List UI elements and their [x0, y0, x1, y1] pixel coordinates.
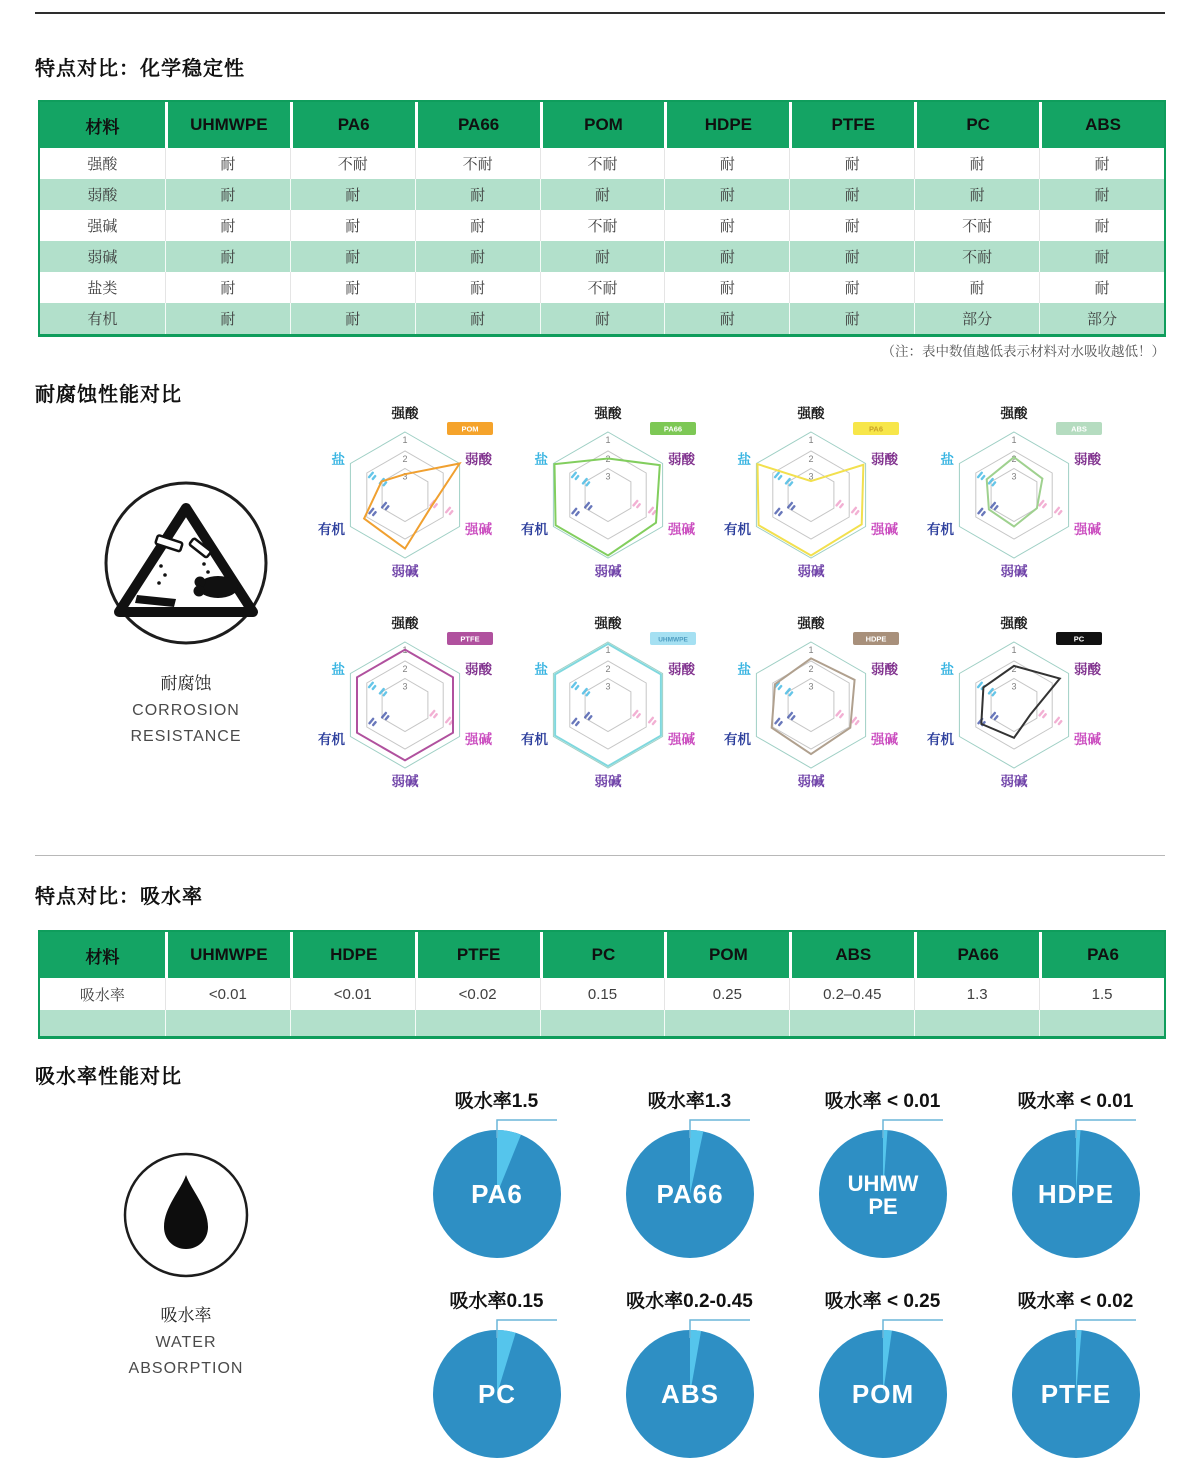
- svg-text:3: 3: [402, 471, 408, 482]
- value-cell: 0.25: [664, 978, 789, 1010]
- radar-axis-label: 弱碱: [797, 774, 825, 789]
- value-cell: [415, 1010, 540, 1036]
- table-grid: [40, 932, 1164, 1036]
- radar-svg-ptfe: [307, 602, 510, 812]
- radar-axis-label: 强碱: [465, 732, 492, 747]
- value-cell: [789, 1010, 914, 1036]
- radar-axis-label: 强酸: [594, 616, 622, 631]
- column-header: PA66: [914, 932, 1039, 978]
- pie-svg-ptfe: [979, 1308, 1172, 1479]
- value-cell: 耐: [664, 241, 789, 272]
- pie-value-label: 吸水率 < 0.25: [824, 1291, 941, 1312]
- table-grid: [40, 102, 1164, 334]
- pie-svg-abs: [593, 1308, 786, 1479]
- water-caption-en1: WATER: [155, 1334, 217, 1351]
- value-cell: 耐: [789, 303, 914, 334]
- value-cell: 耐: [789, 210, 914, 241]
- pie-name-label: HDPE: [1037, 1179, 1115, 1209]
- radar-axis-label: 强酸: [797, 616, 825, 631]
- svg-text:PA66: PA66: [663, 424, 683, 434]
- radar-axis-label: 弱酸: [668, 662, 695, 677]
- value-cell: [540, 1010, 665, 1036]
- svg-text:1: 1: [605, 645, 611, 655]
- pie-name-label: ABS: [661, 1379, 719, 1409]
- pie-value-label: 吸水率 < 0.01: [824, 1091, 941, 1112]
- svg-text:UHMWPE: UHMWPE: [658, 636, 688, 644]
- pie-name-label: POM: [851, 1379, 915, 1409]
- radar-series: [555, 644, 661, 766]
- svg-text:PA6: PA6: [868, 424, 884, 434]
- radar-axis-label: 盐: [534, 452, 548, 467]
- pie-value-label: 吸水率0.15: [449, 1291, 544, 1312]
- value-cell: 耐: [914, 272, 1039, 303]
- row-label-cell: 盐类: [40, 272, 165, 303]
- value-cell: [664, 1010, 789, 1036]
- radar-axis-label: 强碱: [465, 522, 492, 537]
- radar-axis-label: 弱酸: [1074, 662, 1101, 677]
- svg-text:1: 1: [1011, 645, 1017, 655]
- svg-text:2: 2: [808, 453, 814, 464]
- svg-text:2: 2: [1011, 663, 1017, 674]
- value-cell: <0.01: [290, 978, 415, 1010]
- radar-axis-label: 弱碱: [391, 564, 419, 579]
- svg-text:2: 2: [402, 453, 408, 464]
- value-cell: 耐: [664, 179, 789, 210]
- pie-svg-pa6: [400, 1108, 593, 1280]
- svg-text:3: 3: [605, 681, 611, 692]
- radar-chart-abs: [916, 392, 1119, 602]
- value-cell: 耐: [540, 241, 665, 272]
- column-header-material: 材料: [40, 932, 165, 978]
- column-header: ABS: [1039, 102, 1164, 148]
- column-header: HDPE: [290, 932, 415, 978]
- value-cell: 耐: [1039, 272, 1164, 303]
- water-block: [110, 1150, 262, 1378]
- radar-chart-pom: [307, 392, 510, 602]
- pie-svg-uhmwpe: [786, 1108, 979, 1280]
- radar-svg-pc: [916, 602, 1119, 812]
- corrosion-caption-cn: 耐腐蚀: [160, 674, 212, 693]
- radar-axis-label: 弱酸: [465, 452, 492, 467]
- pie-value-label: 吸水率1.3: [647, 1091, 732, 1112]
- section4-title: 吸水率性能对比: [35, 1066, 182, 1088]
- radar-axis-label: 强酸: [1000, 406, 1028, 421]
- value-cell: 0.15: [540, 978, 665, 1010]
- value-cell: 耐: [290, 210, 415, 241]
- svg-text:HDPE: HDPE: [865, 634, 887, 644]
- value-cell: [914, 1010, 1039, 1036]
- value-cell: 耐: [290, 241, 415, 272]
- radar-axis-label: 强酸: [594, 406, 622, 421]
- radar-axis-label: 有机: [927, 522, 954, 537]
- column-header: PA6: [1039, 932, 1164, 978]
- value-cell: 耐: [165, 303, 290, 334]
- pie-svg-pa66: [593, 1108, 786, 1280]
- row-label-cell: 强碱: [40, 210, 165, 241]
- svg-text:1: 1: [605, 435, 611, 445]
- section2-title: 耐腐蚀性能对比: [35, 384, 182, 406]
- column-header: PC: [540, 932, 665, 978]
- radar-axis-label: 盐: [331, 452, 345, 467]
- radar-svg-pom: [307, 392, 510, 602]
- radar-axis-label: 弱酸: [465, 662, 492, 677]
- value-cell: 耐: [415, 241, 540, 272]
- row-label-cell: 弱碱: [40, 241, 165, 272]
- svg-text:3: 3: [808, 681, 814, 692]
- column-header: POM: [540, 102, 665, 148]
- pie-chart-pc: [400, 1282, 593, 1479]
- radar-svg-pa66: [510, 392, 713, 602]
- value-cell: 耐: [290, 303, 415, 334]
- corrosion-caption-en2: RESISTANCE: [130, 728, 242, 745]
- radar-axis-label: 强酸: [391, 616, 419, 631]
- column-header: HDPE: [664, 102, 789, 148]
- pie-svg-hdpe: [979, 1108, 1172, 1280]
- section3-title: 特点对比：吸水率: [35, 886, 203, 908]
- radar-axis-label: 盐: [331, 662, 345, 677]
- radar-svg-abs: [916, 392, 1119, 602]
- svg-text:2: 2: [605, 453, 611, 464]
- value-cell: 耐: [789, 241, 914, 272]
- pie-chart-pa66: [593, 1082, 786, 1282]
- pie-name-label: UHMW: [847, 1171, 919, 1196]
- radar-axis-label: 强碱: [668, 732, 695, 747]
- radar-axis-label: 强碱: [1074, 522, 1101, 537]
- svg-text:2: 2: [402, 663, 408, 674]
- column-header: POM: [664, 932, 789, 978]
- svg-text:2: 2: [1011, 453, 1017, 464]
- pie-chart-pa6: [400, 1082, 593, 1282]
- value-cell: 耐: [1039, 148, 1164, 179]
- pie-svg-pom: [786, 1308, 979, 1479]
- row-label-cell: [40, 1010, 165, 1036]
- value-cell: 0.2–0.45: [789, 978, 914, 1010]
- radar-axis-label: 盐: [737, 452, 751, 467]
- radar-axis-label: 盐: [940, 452, 954, 467]
- svg-text:3: 3: [402, 681, 408, 692]
- value-cell: 耐: [914, 148, 1039, 179]
- radar-svg-hdpe: [713, 602, 916, 812]
- section-divider: [35, 855, 1165, 856]
- radar-series: [364, 464, 460, 549]
- value-cell: 部分: [1039, 303, 1164, 334]
- value-cell: 耐: [1039, 241, 1164, 272]
- table-note: （注：表中数值越低表示材料对水吸收越低！）: [881, 344, 1165, 359]
- radar-chart-uhmwpe: [510, 602, 713, 812]
- radar-series: [987, 457, 1043, 526]
- svg-text:PTFE: PTFE: [460, 634, 480, 644]
- pie-name-label: PE: [868, 1194, 898, 1219]
- value-cell: 耐: [789, 148, 914, 179]
- value-cell: 耐: [664, 210, 789, 241]
- water-absorption-table: [38, 930, 1166, 1039]
- radar-svg-uhmwpe: [510, 602, 713, 812]
- water-caption-en2: ABSORPTION: [128, 1360, 244, 1377]
- radar-axis-label: 弱酸: [871, 662, 898, 677]
- row-label-cell: 有机: [40, 303, 165, 334]
- value-cell: 耐: [290, 272, 415, 303]
- top-divider: [35, 12, 1165, 14]
- radar-chart-pa6: [713, 392, 916, 602]
- value-cell: 耐: [165, 210, 290, 241]
- svg-text:3: 3: [1011, 681, 1017, 692]
- value-cell: 耐: [1039, 179, 1164, 210]
- svg-text:1: 1: [808, 435, 814, 445]
- value-cell: 不耐: [540, 210, 665, 241]
- radar-chart-pc: [916, 602, 1119, 812]
- water-caption-cn: 吸水率: [160, 1306, 212, 1325]
- radar-axis-label: 盐: [940, 662, 954, 677]
- value-cell: 耐: [1039, 210, 1164, 241]
- radar-axis-label: 盐: [534, 662, 548, 677]
- column-header: PC: [914, 102, 1039, 148]
- value-cell: 耐: [540, 179, 665, 210]
- value-cell: 耐: [415, 210, 540, 241]
- radar-axis-label: 有机: [724, 732, 751, 747]
- radar-chart-ptfe: [307, 602, 510, 812]
- pie-value-label: 吸水率1.5: [454, 1091, 539, 1112]
- pie-svg-pc: [400, 1308, 593, 1479]
- radar-axis-label: 弱酸: [1074, 452, 1101, 467]
- radar-axis-label: 弱碱: [594, 564, 622, 579]
- radar-axis-label: 有机: [318, 732, 345, 747]
- pie-name-label: PC: [477, 1379, 517, 1409]
- column-header: UHMWPE: [165, 932, 290, 978]
- radar-chart-pa66: [510, 392, 713, 602]
- pie-value-label: 吸水率0.2-0.45: [626, 1291, 753, 1312]
- row-label-cell: 弱酸: [40, 179, 165, 210]
- svg-text:3: 3: [1011, 471, 1017, 482]
- pie-chart-ptfe: [979, 1282, 1172, 1479]
- radar-svg-pa6: [713, 392, 916, 602]
- radar-axis-label: 有机: [318, 522, 345, 537]
- svg-text:PC: PC: [1073, 634, 1085, 644]
- pie-name-label: PTFE: [1040, 1379, 1112, 1409]
- radar-axis-label: 弱酸: [668, 452, 695, 467]
- corrosion-caption-en1: CORROSION: [132, 702, 240, 719]
- value-cell: 不耐: [415, 148, 540, 179]
- value-cell: [165, 1010, 290, 1036]
- value-cell: 耐: [664, 303, 789, 334]
- row-label-cell: 吸水率: [40, 978, 165, 1010]
- radar-axis-label: 弱酸: [871, 452, 898, 467]
- value-cell: 耐: [165, 148, 290, 179]
- value-cell: 不耐: [540, 272, 665, 303]
- value-cell: 不耐: [540, 148, 665, 179]
- value-cell: 耐: [789, 179, 914, 210]
- column-header: UHMWPE: [165, 102, 290, 148]
- radar-axis-label: 强碱: [871, 732, 898, 747]
- column-header: PTFE: [415, 932, 540, 978]
- section1-title: 特点对比：化学稳定性: [35, 58, 245, 80]
- pie-chart-hdpe: [979, 1082, 1172, 1282]
- value-cell: <0.01: [165, 978, 290, 1010]
- chemical-stability-table: [38, 100, 1166, 337]
- radar-axis-label: 弱碱: [391, 774, 419, 789]
- pie-chart-grid: [400, 1082, 1172, 1479]
- pie-chart-pom: [786, 1282, 979, 1479]
- pie-name-label: PA66: [656, 1179, 724, 1209]
- svg-text:2: 2: [808, 663, 814, 674]
- pie-chart-abs: [593, 1282, 786, 1479]
- radar-axis-label: 弱碱: [1000, 774, 1028, 789]
- svg-text:1: 1: [402, 645, 408, 655]
- svg-text:2: 2: [605, 663, 611, 674]
- value-cell: 耐: [415, 303, 540, 334]
- value-cell: 耐: [165, 179, 290, 210]
- radar-axis-label: 强碱: [668, 522, 695, 537]
- water-drop-icon: [110, 1150, 262, 1280]
- row-label-cell: 强酸: [40, 148, 165, 179]
- radar-axis-label: 强酸: [797, 406, 825, 421]
- svg-text:1: 1: [808, 645, 814, 655]
- corrosion-block: [100, 478, 272, 746]
- pie-name-label: PA6: [471, 1179, 523, 1209]
- value-cell: 耐: [165, 272, 290, 303]
- value-cell: 不耐: [290, 148, 415, 179]
- pie-chart-uhmwpe: [786, 1082, 979, 1282]
- radar-axis-label: 有机: [521, 732, 548, 747]
- value-cell: 耐: [914, 179, 1039, 210]
- svg-text:POM: POM: [461, 424, 479, 434]
- radar-axis-label: 强碱: [871, 522, 898, 537]
- value-cell: 耐: [415, 179, 540, 210]
- radar-axis-label: 有机: [521, 522, 548, 537]
- value-cell: 不耐: [914, 210, 1039, 241]
- value-cell: [1039, 1010, 1164, 1036]
- value-cell: <0.02: [415, 978, 540, 1010]
- radar-axis-label: 强碱: [1074, 732, 1101, 747]
- column-header-material: 材料: [40, 102, 165, 148]
- pie-value-label: 吸水率 < 0.02: [1017, 1291, 1134, 1312]
- value-cell: 耐: [789, 272, 914, 303]
- value-cell: 耐: [415, 272, 540, 303]
- radar-axis-label: 有机: [927, 732, 954, 747]
- value-cell: 1.3: [914, 978, 1039, 1010]
- corrosion-warning-icon: [100, 478, 272, 648]
- svg-text:3: 3: [808, 471, 814, 482]
- radar-axis-label: 有机: [724, 522, 751, 537]
- column-header: PA6: [290, 102, 415, 148]
- svg-text:ABS: ABS: [1071, 424, 1087, 434]
- radar-axis-label: 盐: [737, 662, 751, 677]
- value-cell: 耐: [664, 148, 789, 179]
- value-cell: 不耐: [914, 241, 1039, 272]
- svg-text:3: 3: [605, 471, 611, 482]
- value-cell: 耐: [290, 179, 415, 210]
- value-cell: 部分: [914, 303, 1039, 334]
- radar-axis-label: 弱碱: [1000, 564, 1028, 579]
- column-header: PA66: [415, 102, 540, 148]
- radar-series: [981, 663, 1060, 738]
- radar-chart-hdpe: [713, 602, 916, 812]
- value-cell: 耐: [540, 303, 665, 334]
- value-cell: 耐: [165, 241, 290, 272]
- radar-axis-label: 强酸: [1000, 616, 1028, 631]
- column-header: ABS: [789, 932, 914, 978]
- radar-chart-grid: [307, 392, 1119, 812]
- svg-text:1: 1: [402, 435, 408, 445]
- column-header: PTFE: [789, 102, 914, 148]
- radar-axis-label: 弱碱: [797, 564, 825, 579]
- value-cell: [290, 1010, 415, 1036]
- value-cell: 1.5: [1039, 978, 1164, 1010]
- radar-axis-label: 弱碱: [594, 774, 622, 789]
- value-cell: 耐: [664, 272, 789, 303]
- pie-value-label: 吸水率 < 0.01: [1017, 1091, 1134, 1112]
- svg-text:1: 1: [1011, 435, 1017, 445]
- radar-axis-label: 强酸: [391, 406, 419, 421]
